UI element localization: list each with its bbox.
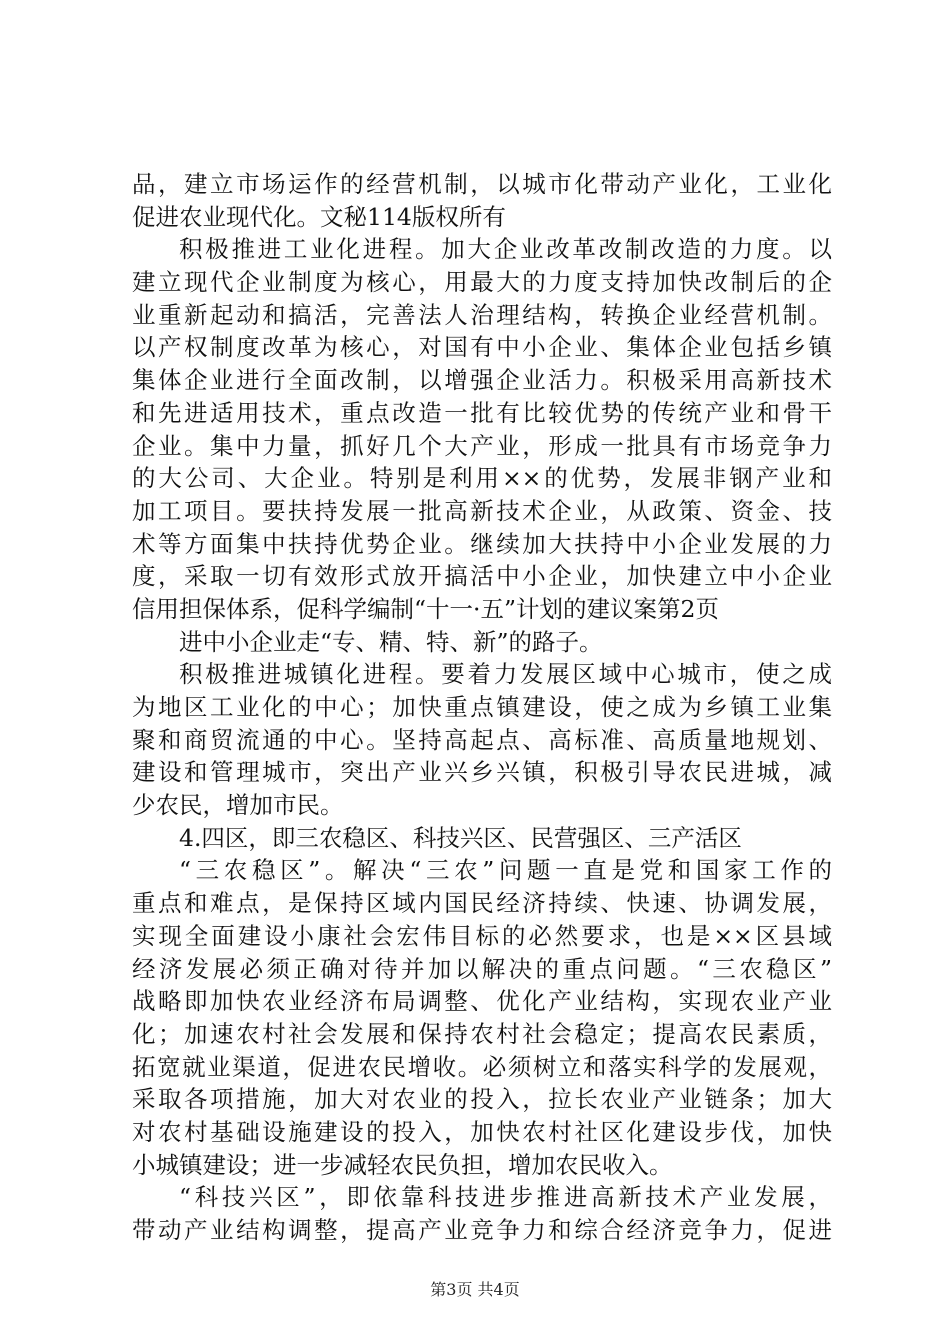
text-line: 小城镇建设；进一步减轻农民负担，增加农民收入。 — [132, 1150, 673, 1179]
text-line: 度，采取一切有效形式放开搞活中小企业，加快建立中小企业 — [132, 562, 832, 591]
text-line: 经济发展必须正确对待并加以解决的重点问题。“三农稳区” — [132, 954, 832, 983]
text-line: 积极推进城镇化进程。要着力发展区域中心城市，使之成 — [179, 660, 832, 689]
text-line: 采取各项措施，加大对农业的投入，拉长农业产业链条；加大 — [132, 1085, 832, 1114]
text-line: 加工项目。要扶持发展一批高新技术企业，从政策、资金、技 — [132, 496, 832, 525]
document-body — [132, 168, 832, 1247]
text-line: 术等方面集中扶持优势企业。继续加大扶持中小企业发展的力 — [132, 529, 832, 558]
text-line: 的大公司、大企业。特别是利用××的优势，发展非钢产业和 — [132, 464, 832, 493]
text-line: 积极推进工业化进程。加大企业改革改制改造的力度。以 — [179, 235, 832, 264]
text-line: 集体企业进行全面改制，以增强企业活力。积极采用高新技术 — [132, 366, 832, 395]
text-line: 为地区工业化的中心；加快重点镇建设，使之成为乡镇工业集 — [132, 693, 832, 721]
text-line: 重点和难点，是保持区域内国民经济持续、快速、协调发展， — [132, 889, 832, 918]
text-line: 少农民，增加市民。 — [132, 791, 344, 820]
page-footer: 第3页 共4页 — [430, 1280, 520, 1299]
text-line: “科技兴区”，即依靠科技进步推进高新技术产业发展， — [179, 1183, 832, 1212]
text-line: 战略即加快农业经济布局调整、优化产业结构，实现农业产业 — [132, 987, 832, 1016]
text-line: 品，建立市场运作的经营机制，以城市化带动产业化，工业化 — [132, 170, 832, 198]
text-line: 4.四区，即三农稳区、科技兴区、民营强区、三产活区 — [179, 823, 742, 852]
text-line: 信用担保体系，促科学编制“十一·五”计划的建议案第2页 — [132, 594, 719, 623]
text-line: 拓宽就业渠道，促进农民增收。必须树立和落实科学的发展观， — [132, 1052, 832, 1081]
text-line: 带动产业结构调整，提高产业竞争力和综合经济竞争力，促进 — [132, 1216, 832, 1244]
text-line: 促进农业现代化。文秘114版权所有 — [132, 202, 506, 231]
text-line: “三农稳区”。解决“三农”问题一直是党和国家工作的 — [179, 856, 832, 885]
text-line: 聚和商贸流通的中心。坚持高起点、高标准、高质量地规划、 — [132, 725, 832, 754]
text-line: 以产权制度改革为核心，对国有中小企业、集体企业包括乡镇 — [132, 333, 832, 362]
text-line: 实现全面建设小康社会宏伟目标的必然要求，也是××区县域 — [132, 921, 832, 950]
text-line: 对农村基础设施建设的投入，加快农村社区化建设步伐，加快 — [132, 1117, 832, 1146]
text-line: 企业。集中力量，抓好几个大产业，形成一批具有市场竞争力 — [132, 431, 832, 460]
text-line: 进中小企业走“专、精、特、新”的路子。 — [179, 627, 603, 656]
text-line: 业重新起动和搞活，完善法人治理结构，转换企业经营机制。 — [132, 300, 832, 329]
text-line: 建设和管理城市，突出产业兴乡兴镇，积极引导农民进城，减 — [132, 758, 832, 787]
text-line: 建立现代企业制度为核心，用最大的力度支持加快改制后的企 — [132, 268, 832, 297]
text-line: 化；加速农村社会发展和保持农村社会稳定；提高农民素质， — [132, 1019, 832, 1048]
text-line: 和先进适用技术，重点改造一批有比较优势的传统产业和骨干 — [132, 398, 832, 427]
